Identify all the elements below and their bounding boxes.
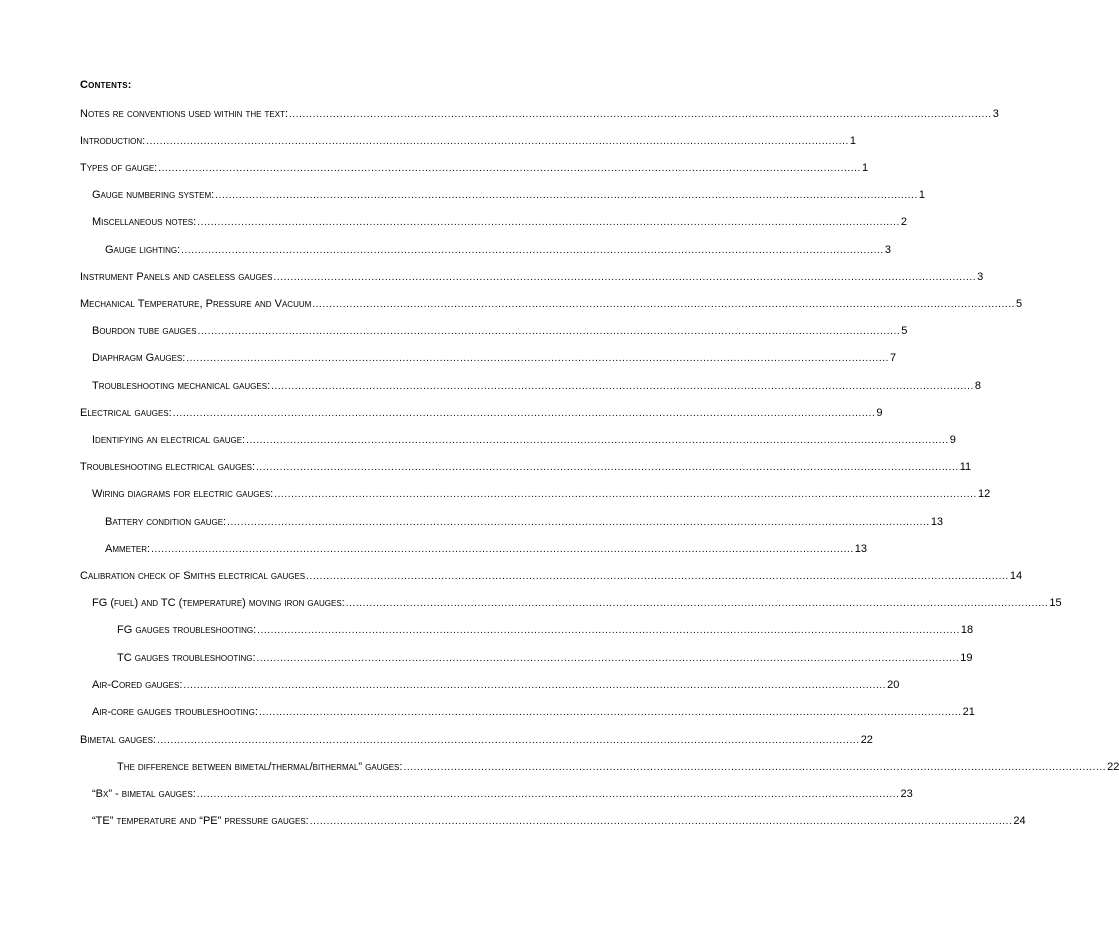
toc-entry-title: Identifying an electrical gauge: <box>92 434 246 446</box>
toc-entry-page: 22 <box>1107 761 1119 773</box>
toc-entry-page: 13 <box>930 516 944 528</box>
toc-entry-page: 18 <box>960 624 974 636</box>
toc-entry-title: Gauge numbering system: <box>92 189 215 201</box>
toc-leader-dots: ................................................................................................................................................................................................................ <box>403 762 1107 773</box>
toc-entry-title: Introduction: <box>80 135 146 147</box>
toc-leader-dots: ................................................................................................................................................................................................................ <box>183 680 887 691</box>
toc-entry-page: 12 <box>977 488 991 500</box>
toc-leader-dots: ................................................................................................................................................................................................................ <box>306 571 1009 582</box>
toc-entry-page: 9 <box>876 407 883 419</box>
toc-entry-title: Diaphragm Gauges: <box>92 352 186 364</box>
toc-leader-dots: ................................................................................................................................................................................................................ <box>146 136 849 147</box>
toc-leader-dots: ................................................................................................................................................................................................................ <box>274 489 977 500</box>
toc-entry[interactable] <box>105 541 868 557</box>
toc-entry[interactable] <box>80 568 1023 584</box>
toc-entry-title: Instrument Panels and caseless gauges <box>80 271 273 283</box>
toc-leader-dots: ................................................................................................................................................................................................................ <box>258 707 962 718</box>
toc-entry-title: TC gauges troubleshooting: <box>117 652 256 664</box>
toc-entry[interactable] <box>105 242 891 258</box>
toc-entry-title: Calibration check of Smiths electrical gauges <box>80 570 306 582</box>
toc-entry-title: “Bx” - bimetal gauges: <box>92 788 196 800</box>
toc-entry[interactable] <box>80 732 873 748</box>
toc-entry-page: 14 <box>1009 570 1023 582</box>
toc-entry-page: 1 <box>918 189 926 201</box>
toc-entry-title: Troubleshooting mechanical gauges: <box>92 380 271 392</box>
toc-entry-title: FG gauges troubleshooting: <box>117 624 257 636</box>
toc-entry-page: 7 <box>890 352 897 364</box>
toc-entry-title: The difference between bimetal/thermal/bithermal” gauges: <box>117 761 403 773</box>
toc-entry-title: FG (fuel) and TC (temperature) moving iron gauges: <box>92 597 345 609</box>
toc-entry-title: Miscellaneous notes: <box>92 216 197 228</box>
toc-entry-page: 8 <box>974 380 981 392</box>
toc-leader-dots: ................................................................................................................................................................................................................ <box>273 272 977 283</box>
toc-leader-dots: ................................................................................................................................................................................................................ <box>196 789 900 800</box>
toc-leader-dots: ................................................................................................................................................................................................................ <box>227 517 930 528</box>
toc-leader-dots: ................................................................................................................................................................................................................ <box>186 353 889 364</box>
toc-entry-page: 3 <box>977 271 984 283</box>
toc-entry[interactable] <box>92 786 913 802</box>
toc-entry[interactable] <box>92 378 981 394</box>
toc-leader-dots: ................................................................................................................................................................................................................ <box>181 245 884 256</box>
toc-entry-page: 15 <box>1049 597 1062 609</box>
toc-entry-title: Ammeter: <box>105 543 151 555</box>
toc-entry-page: 22 <box>860 734 873 746</box>
toc-leader-dots: ................................................................................................................................................................................................................ <box>312 299 1015 310</box>
toc-entry[interactable] <box>105 514 944 530</box>
toc-entry-page: 1 <box>849 135 857 147</box>
toc-entry[interactable] <box>117 650 973 666</box>
toc-entry-title: Mechanical Temperature, Pressure and Vacuum <box>80 298 312 310</box>
toc-entry[interactable] <box>92 704 975 720</box>
toc-entry-title: Gauge lighting: <box>105 244 181 256</box>
toc-entry-page: 3 <box>992 108 999 120</box>
toc-entry[interactable] <box>80 296 1023 312</box>
toc-entry-title: Air-Cored gauges: <box>92 679 183 691</box>
toc-entry[interactable] <box>92 323 908 339</box>
toc-entry-title: Air-core gauges troubleshooting: <box>92 706 258 718</box>
toc-entry[interactable] <box>92 813 1026 829</box>
toc-leader-dots: ................................................................................................................................................................................................................ <box>197 217 900 228</box>
toc-entry-page: 5 <box>1016 298 1023 310</box>
toc-entry-page: 3 <box>884 244 891 256</box>
toc-entry-page: 21 <box>962 706 975 718</box>
toc-leader-dots: ................................................................................................................................................................................................................ <box>345 598 1049 609</box>
toc-leader-dots: ................................................................................................................................................................................................................ <box>309 816 1013 827</box>
toc-entry-title: Bourdon tube gauges <box>92 325 197 337</box>
toc-entry[interactable] <box>80 133 857 149</box>
toc-entry-title: Battery condition gauge: <box>105 516 227 528</box>
toc-leader-dots: ................................................................................................................................................................................................................ <box>215 190 918 201</box>
toc-leader-dots: ................................................................................................................................................................................................................ <box>256 462 959 473</box>
toc-entry-page: 9 <box>949 434 956 446</box>
toc-leader-dots: ................................................................................................................................................................................................................ <box>197 326 901 337</box>
toc-entry-page: 11 <box>959 461 972 473</box>
toc-entry-title: Notes re conventions used within the text: <box>80 108 289 120</box>
toc-entry-page: 5 <box>901 325 908 337</box>
toc-leader-dots: ................................................................................................................................................................................................................ <box>256 653 960 664</box>
toc-entry-page: 20 <box>887 679 900 691</box>
toc-entry[interactable] <box>80 459 972 475</box>
toc-entry-title: Wiring diagrams for electric gauges: <box>92 488 274 500</box>
toc-entry[interactable] <box>80 106 999 122</box>
toc-entry[interactable] <box>117 759 1119 775</box>
toc-leader-dots: ................................................................................................................................................................................................................ <box>246 435 949 446</box>
toc-entry-page: 1 <box>861 162 869 174</box>
toc-leader-dots: ................................................................................................................................................................................................................ <box>271 381 974 392</box>
toc-entry-page: 19 <box>960 652 973 664</box>
toc-entry[interactable] <box>92 350 897 366</box>
toc-entry-page: 23 <box>900 788 913 800</box>
toc-leader-dots: ................................................................................................................................................................................................................ <box>151 544 854 555</box>
toc-leader-dots: ................................................................................................................................................................................................................ <box>172 408 876 419</box>
toc-entry-title: Bimetal gauges: <box>80 734 156 746</box>
toc-entry[interactable] <box>117 622 974 638</box>
toc-entry-page: 2 <box>900 216 908 228</box>
toc-entry-page: 13 <box>854 543 868 555</box>
toc-entry[interactable] <box>92 214 908 230</box>
toc-entry[interactable] <box>92 677 900 693</box>
toc-leader-dots: ................................................................................................................................................................................................................ <box>289 109 992 120</box>
toc-leader-dots: ................................................................................................................................................................................................................ <box>156 735 860 746</box>
toc-leader-dots: ................................................................................................................................................................................................................ <box>158 163 861 174</box>
toc-entry[interactable] <box>92 432 956 448</box>
toc-entry-title: Types of gauge: <box>80 162 158 174</box>
toc-entry-page: 24 <box>1013 815 1026 827</box>
toc-entry[interactable] <box>80 160 869 176</box>
toc-entry[interactable] <box>80 405 883 421</box>
toc-entry[interactable] <box>92 595 1062 611</box>
toc-entry-title: Troubleshooting electrical gauges: <box>80 461 256 473</box>
toc-entry[interactable] <box>92 187 926 203</box>
toc-entry-title: Electrical gauges: <box>80 407 172 419</box>
toc-entry-title: “TE” temperature and “PE” pressure gauges: <box>92 815 309 827</box>
toc-leader-dots: ................................................................................................................................................................................................................ <box>257 625 960 636</box>
toc-entry[interactable] <box>80 269 984 285</box>
toc-heading: Contents: <box>80 79 132 91</box>
toc-entry[interactable] <box>92 486 991 502</box>
